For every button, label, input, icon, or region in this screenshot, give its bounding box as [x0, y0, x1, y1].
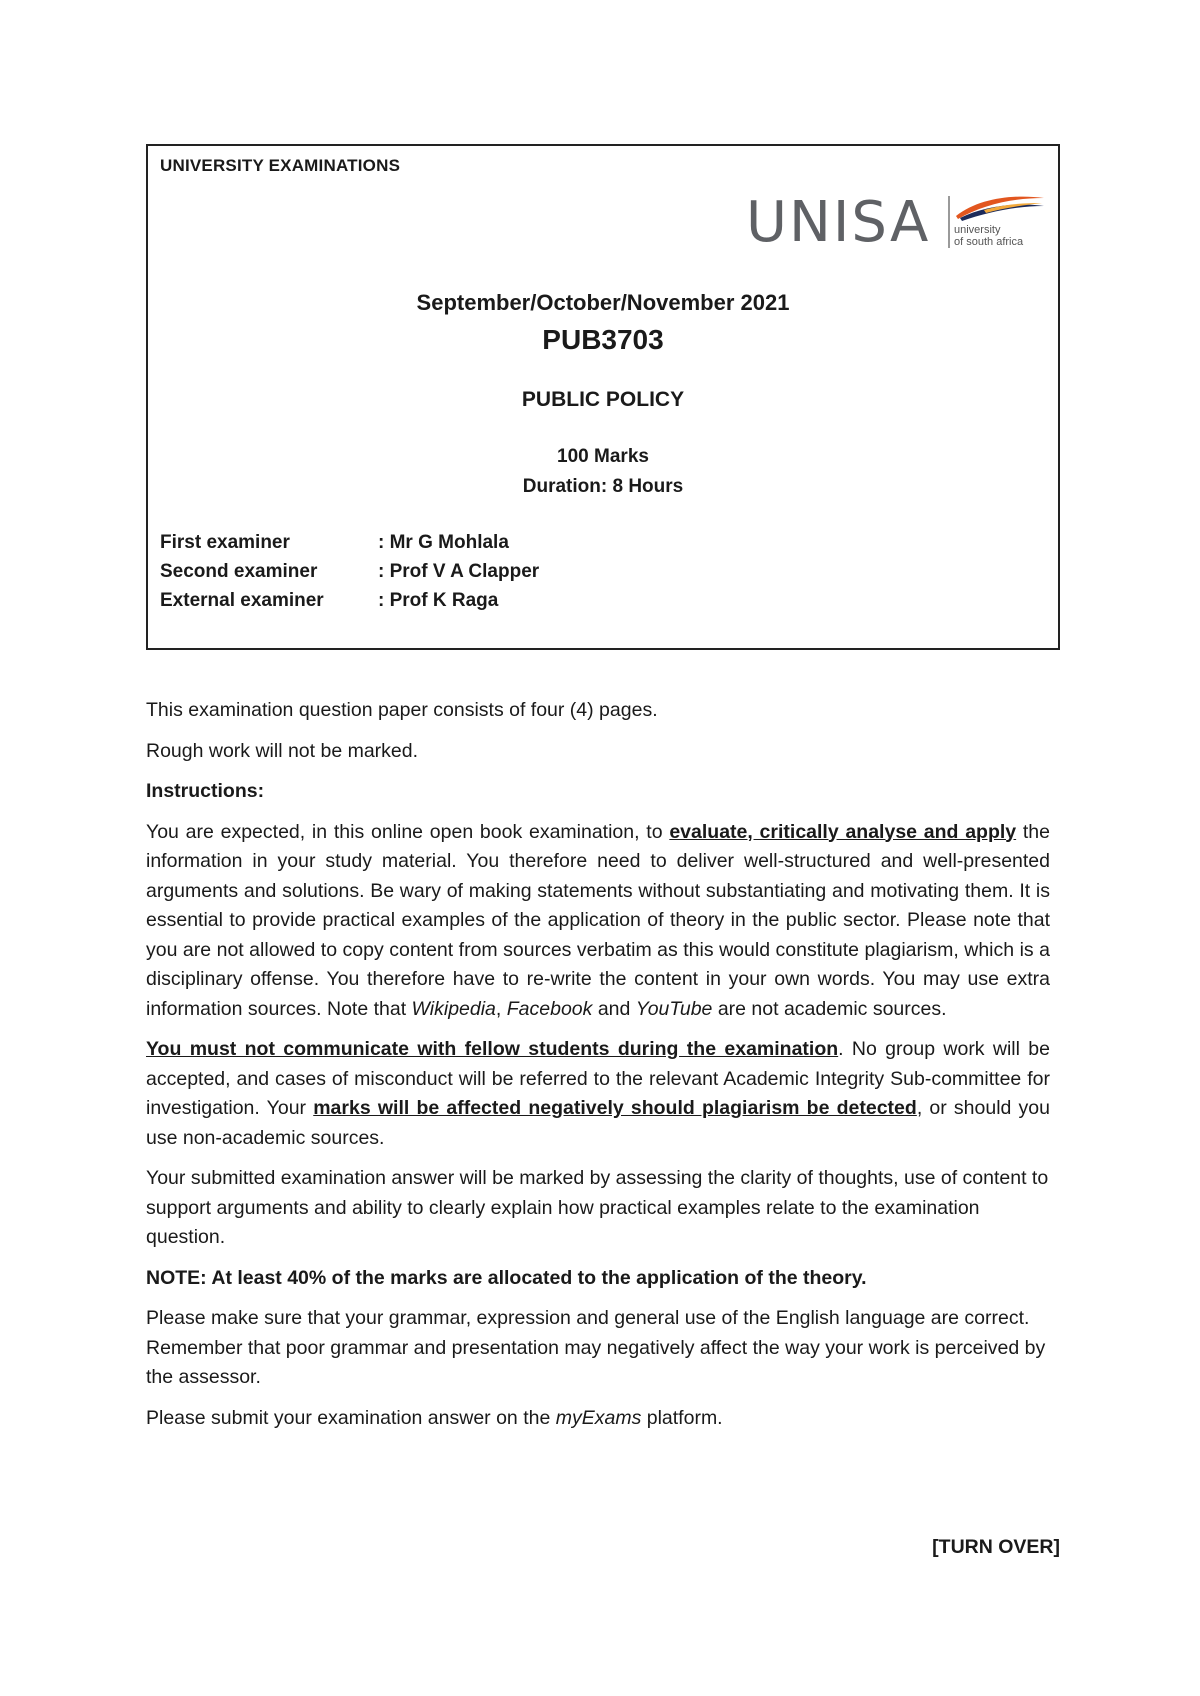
para1-text: and — [592, 997, 636, 1020]
logo-tagline — [954, 224, 1023, 248]
instructions-paragraph-1 — [146, 818, 1050, 1025]
exam-duration: Duration: 8 Hours — [522, 476, 684, 497]
para2-text: . No group work will be accepted, and cases of misconduct will be referred to the relevant Academic Integrity Sub-committee for investigation. Your — [146, 1038, 1050, 1119]
examiner-row — [160, 532, 539, 561]
examiner-row — [160, 590, 539, 619]
instructions-paragraph-2 — [146, 1035, 1050, 1153]
total-marks: 100 Marks — [557, 446, 649, 467]
logo-swoosh-icon — [954, 192, 1046, 222]
theory-note: NOTE: At least 40% of the marks are allocated to the application of the theory. — [146, 1266, 867, 1289]
facebook-ref: Facebook — [506, 997, 593, 1020]
examiner-row — [160, 561, 539, 590]
module-title: PUBLIC POLICY — [521, 388, 685, 411]
instructions-body — [146, 696, 1050, 1444]
logo-separator — [948, 196, 950, 248]
instructions-paragraph-3: Your submitted examination answer will be marked by assessing the clarity of thoughts, use of content to support arguments and ability to clearly explain how practical examples relate to the examination question. — [146, 1167, 1049, 1248]
para1-text: , — [495, 997, 507, 1020]
examiner-role: First examiner — [160, 532, 290, 553]
university-examinations-label: UNIVERSITY EXAMINATIONS — [160, 156, 401, 175]
examiner-role: External examiner — [160, 590, 324, 611]
examiner-role: Second examiner — [160, 561, 318, 582]
pages-note: This examination question paper consists of four (4) pages. — [146, 699, 658, 721]
youtube-ref: YouTube — [635, 997, 713, 1020]
para1-emphasis: evaluate, critically analyse and apply — [669, 820, 1017, 843]
exam-header-box — [146, 144, 1060, 650]
module-code: PUB3703 — [542, 324, 664, 355]
para1-text: are not academic sources. — [712, 997, 947, 1020]
logo-tagline-line1: university — [954, 224, 1001, 236]
examiner-name: : Prof K Raga — [378, 590, 499, 611]
instructions-heading: Instructions: — [146, 780, 265, 802]
examiner-name: : Mr G Mohlala — [378, 532, 509, 553]
para2-text: , or should you use non-academic sources. — [146, 1097, 1050, 1149]
para2-emphasis-1: You must not communicate with fellow students during the examination — [146, 1038, 839, 1060]
logo-wordmark: UNISA — [746, 190, 931, 255]
instructions-paragraph-4: Please make sure that your grammar, expression and general use of the English language are correct. Remember that poor grammar and presentation may negatively affect the way your work is perceived by the assessor. — [146, 1307, 1046, 1388]
instructions-paragraph-5 — [146, 1404, 1050, 1434]
para1-text: You are expected, in this online open book examination, to — [146, 820, 670, 843]
turn-over-label: [TURN OVER] — [932, 1536, 1060, 1558]
para5-text: Please submit your examination answer on the — [146, 1406, 556, 1429]
myexams-platform: myExams — [555, 1406, 642, 1429]
exam-session: September/October/November 2021 — [416, 290, 790, 315]
examiners-table — [160, 532, 539, 619]
rough-work-note: Rough work will not be marked. — [146, 739, 419, 762]
para2-emphasis-2: marks will be affected negatively should plagiarism be detected — [313, 1097, 917, 1119]
examiner-name: : Prof V A Clapper — [378, 561, 540, 582]
unisa-logo — [746, 190, 1046, 256]
logo-tagline-line2: of south africa — [954, 236, 1024, 248]
para1-text: the information in your study material. You therefore need to deliver well-structured and well-presented arguments and solutions. Be wary of making statements without substantiating and motivating them. It is essential to provide practical examples of the application of theory in the public sector. Please note that you are not allowed to copy content from sources verbatim as this would constitute plagiarism, which is a disciplinary offense. You therefore have to re-write the content in your own words. You may use extra information sources. Note that — [146, 820, 1050, 1020]
para5-text: platform. — [641, 1406, 723, 1429]
wikipedia-ref: Wikipedia — [411, 997, 496, 1020]
